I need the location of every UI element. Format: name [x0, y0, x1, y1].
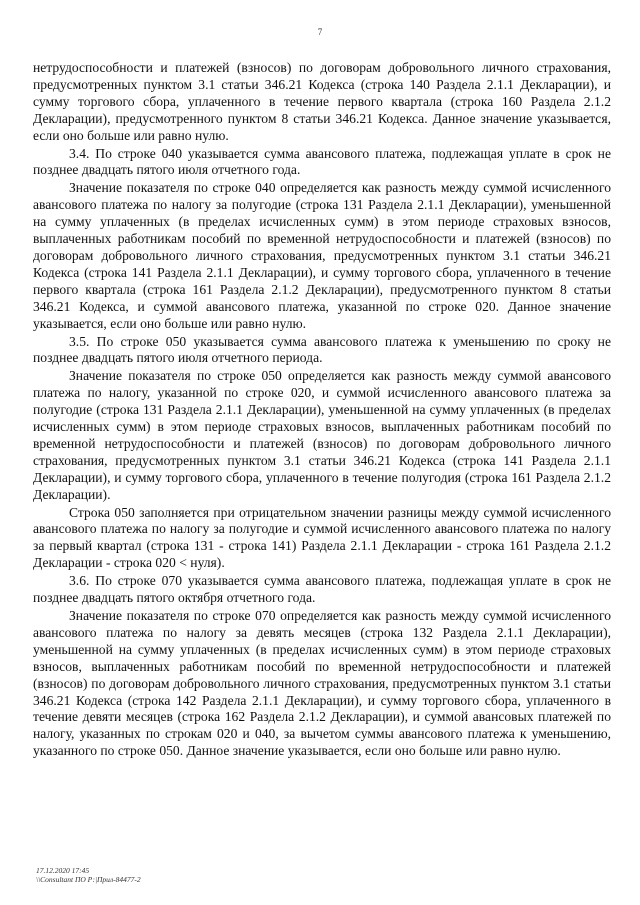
paragraph-line-040-value: Значение показателя по строке 040 определяется как разность между суммой исчисленного авансового платежа по налогу за полугодие (строка 131 Раздела 2.1.1 Декларации), уменьшенной на сумму уплаченных (в пределах исчисленных сумм) в этом периоде страховых взносов, выплаченных работникам пособий по временной нетрудоспособности и платежей (взносов) по договорам добровольного личного страхования, предусмотренных пунктом 3.1 статьи 346.21 Кодекса (строка 141 Раздела 2.1.1 Декларации), и сумму торгового сбора, уплаченного в течение первого квартала (строка 161 Раздела 2.1.2 Декларации), предусмотренного пунктом 8 статьи 346.21 Кодекса, и суммой авансового платежа, указанной по строке 020. Данное значение указывается, если оно больше или равно нулю. — [33, 180, 611, 331]
paragraph-3-5: 3.5. По строке 050 указывается сумма авансового платежа к уменьшению по сроку не позднее двадцать пятого июля отчетного периода. — [33, 333, 611, 366]
paragraph-line-070-value: Значение показателя по строке 070 определяется как разность между суммой исчисленного авансового платежа по налогу за девять месяцев (строка 132 Раздела 2.1.1 Декларации), уменьшенной на сумму уплаченных (в пределах исчисленных сумм) в этом периоде страховых взносов, выплаченных работникам пособий по временной нетрудоспособности и платежей (взносов) по договорам добровольного личного страхования, предусмотренных пунктом 3.1 статьи 346.21 Кодекса (строка 142 Раздела 2.1.1 Декларации), и сумму торгового сбора, уплаченного в течение девяти месяцев (строка 162 Раздела 2.1.2 Декларации), и суммой авансовых платежей по налогу, указанных по строкам 020 и 040, за вычетом суммы авансового платежа к уменьшению, указанного по строке 050. Данное значение указывается, если оно больше или равно нулю. — [33, 608, 611, 759]
page-footer — [36, 866, 141, 884]
footer-doc-code: \\Consultant ПО Р:|Прил-84477-2 — [36, 875, 141, 884]
footer-timestamp: 17.12.2020 17:45 — [36, 866, 90, 875]
paragraph-3-4: 3.4. По строке 040 указывается сумма авансового платежа, подлежащая уплате в срок не позднее двадцать пятого июля отчетного года. — [33, 145, 611, 178]
paragraph-line-050-fill: Строка 050 заполняется при отрицательном значении разницы между суммой исчисленного авансового платежа по налогу за полугодие и суммой исчисленного авансового платежа по налогу за первый квартал (строка 131 - строка 141) Раздела 2.1.1 Декларации - строка 161 Раздела 2.1.2 Декларации - строка 020 < нуля). — [33, 504, 611, 571]
paragraph-3-6: 3.6. По строке 070 указывается сумма авансового платежа, подлежащая уплате в срок не позднее двадцать пятого октября отчетного года. — [33, 573, 611, 606]
paragraph-continuation: нетрудоспособности и платежей (взносов) по договорам добровольного личного страхования, предусмотренных пунктом 3.1 статьи 346.21 Кодекса (строка 140 Раздела 2.1.1 Декларации), и сумму торгового сбора, уплаченного в течение первого квартала (строка 160 Раздела 2.1.2 Декларации), предусмотренного пунктом 8 статьи 346.21 Кодекса. Данное значение указывается, если оно больше или равно нулю. — [33, 60, 611, 143]
paragraph-line-050-value: Значение показателя по строке 050 определяется как разность между суммой авансового платежа по налогу, указанной по строке 020, и суммой исчисленного авансового платежа за полугодие (строка 131 Раздела 2.1.1 Декларации), уменьшенной на сумму уплаченных (в пределах исчисленных сумм) в этом периоде страховых взносов, выплаченных работникам пособий по временной нетрудоспособности и платежей (взносов) по договорам добровольного личного страхования, предусмотренных пунктом 3.1 статьи 346.21 Кодекса (строка 141 Раздела 2.1.1 Декларации), и сумму торгового сбора, уплаченного в течение полугодия (строка 161 Раздела 2.1.2 Декларации). — [33, 368, 611, 502]
document-body — [33, 60, 611, 760]
page-number: 7 — [317, 27, 323, 37]
